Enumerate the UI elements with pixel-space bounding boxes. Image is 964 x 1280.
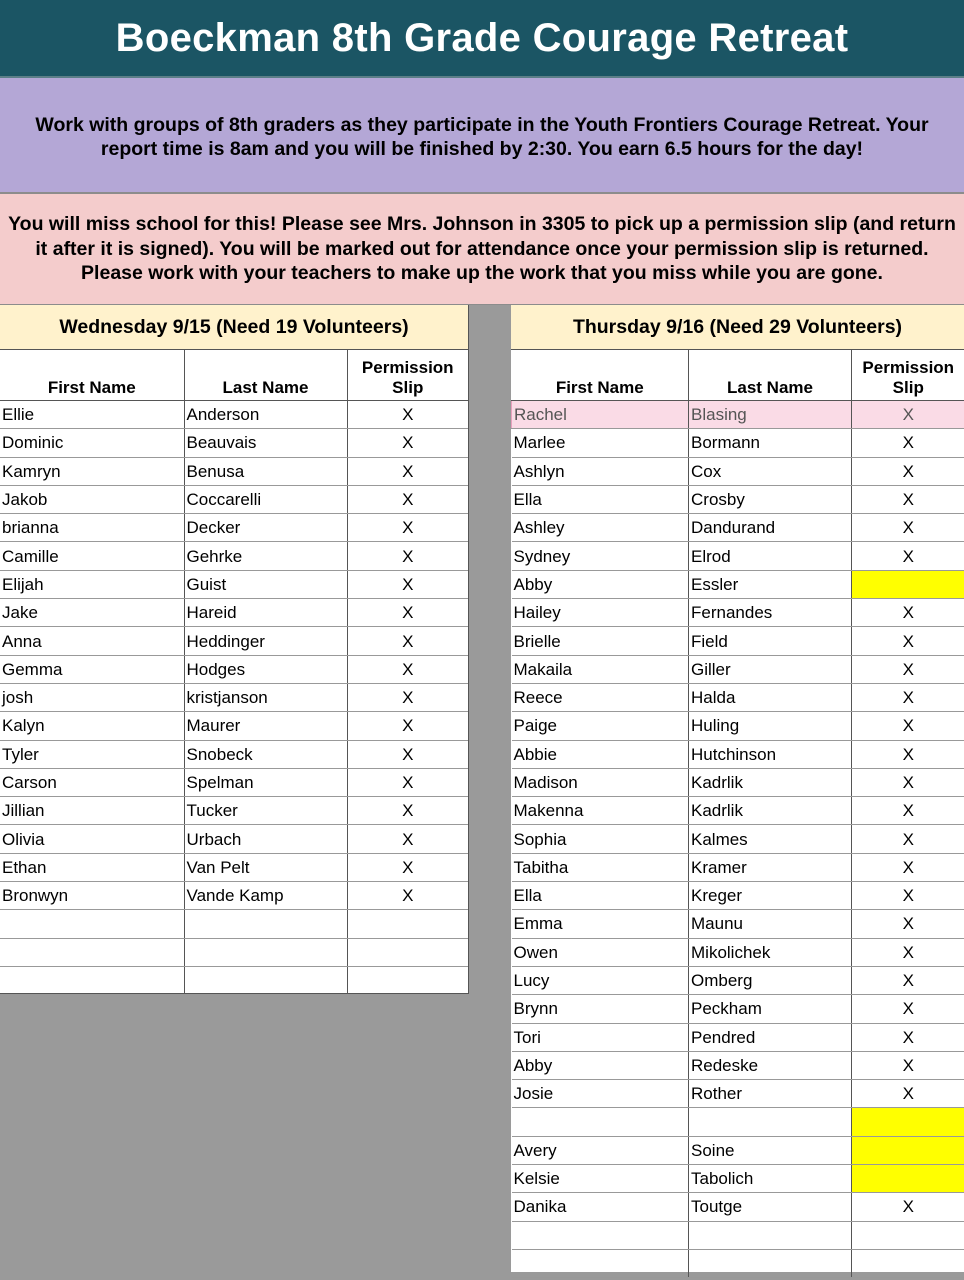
table-row[interactable] — [0, 401, 468, 429]
first-name-cell[interactable]: Kamryn — [0, 457, 184, 485]
permission-slip-cell[interactable]: X — [347, 683, 468, 711]
table-row[interactable] — [512, 995, 964, 1023]
permission-slip-cell[interactable]: X — [347, 429, 468, 457]
table-row[interactable] — [512, 938, 964, 966]
table-row[interactable] — [512, 542, 964, 570]
last-name-cell[interactable] — [184, 966, 347, 994]
table-row[interactable] — [512, 740, 964, 768]
permission-slip-cell[interactable] — [852, 1249, 964, 1277]
permission-slip-header[interactable]: Permission Slip — [347, 350, 468, 401]
permission-slip-cell[interactable]: X — [347, 401, 468, 429]
last-name-cell[interactable]: Essler — [689, 570, 852, 598]
table-row[interactable] — [512, 882, 964, 910]
first-name-cell[interactable] — [0, 910, 184, 938]
last-name-cell[interactable]: Cox — [689, 457, 852, 485]
last-name-cell[interactable]: Kramer — [689, 853, 852, 881]
wednesday-column-headers — [0, 350, 468, 401]
last-name-cell[interactable]: Spelman — [184, 768, 347, 796]
last-name-cell[interactable]: Fernandes — [689, 599, 852, 627]
last-name-cell[interactable]: Mikolichek — [689, 938, 852, 966]
permission-slip-cell[interactable]: X — [347, 797, 468, 825]
first-name-cell[interactable]: Ashley — [512, 514, 689, 542]
first-name-header[interactable]: First Name — [512, 350, 689, 401]
table-row[interactable] — [512, 1165, 964, 1193]
table-row[interactable] — [512, 1136, 964, 1164]
permission-slip-cell[interactable]: X — [852, 768, 964, 796]
first-name-cell[interactable]: Reece — [512, 683, 689, 711]
last-name-cell[interactable]: Beauvais — [184, 429, 347, 457]
first-name-cell[interactable]: josh — [0, 683, 184, 711]
warning-banner — [0, 194, 964, 305]
last-name-cell[interactable]: Kadrlik — [689, 797, 852, 825]
last-name-cell[interactable]: Van Pelt — [184, 853, 347, 881]
permission-slip-cell[interactable] — [852, 1136, 964, 1164]
permission-slip-cell[interactable]: X — [852, 825, 964, 853]
permission-slip-cell[interactable] — [347, 966, 468, 994]
last-name-cell[interactable]: Heddinger — [184, 627, 347, 655]
thursday-panel — [511, 305, 964, 1272]
thursday-column-headers — [512, 350, 964, 401]
first-name-cell[interactable]: Lucy — [512, 966, 689, 994]
first-name-cell[interactable]: Tabitha — [512, 853, 689, 881]
first-name-cell[interactable]: Ella — [512, 485, 689, 513]
last-name-cell[interactable]: kristjanson — [184, 683, 347, 711]
table-row[interactable] — [512, 429, 964, 457]
table-row[interactable] — [512, 853, 964, 881]
warning-text: You will miss school for this! Please see Mrs. Johnson in 3305 to pick up a permission slip (and return it after it is signed). You will be marked out for attendance once your permission slip is returned. Please work with your teachers to make up the work that you miss while you are gone. — [8, 213, 956, 285]
first-name-cell[interactable]: Gemma — [0, 655, 184, 683]
first-name-header[interactable]: First Name — [0, 350, 184, 401]
permission-slip-cell[interactable]: X — [852, 797, 964, 825]
last-name-cell[interactable]: Bormann — [689, 429, 852, 457]
table-row[interactable] — [0, 683, 468, 711]
first-name-cell[interactable]: Madison — [512, 768, 689, 796]
table-row[interactable] — [512, 1249, 964, 1277]
permission-slip-cell[interactable]: X — [852, 627, 964, 655]
table-row[interactable] — [0, 740, 468, 768]
first-name-cell[interactable]: Marlee — [512, 429, 689, 457]
permission-slip-cell[interactable]: X — [347, 853, 468, 881]
last-name-cell[interactable]: Giller — [689, 655, 852, 683]
permission-slip-cell[interactable]: X — [852, 485, 964, 513]
permission-slip-cell[interactable]: X — [347, 570, 468, 598]
first-name-cell[interactable]: Owen — [512, 938, 689, 966]
last-name-cell[interactable]: Vande Kamp — [184, 882, 347, 910]
permission-slip-cell[interactable]: X — [852, 514, 964, 542]
permission-slip-cell[interactable]: X — [852, 882, 964, 910]
first-name-cell[interactable]: brianna — [0, 514, 184, 542]
wednesday-header: Wednesday 9/15 (Need 19 Volunteers) — [0, 305, 468, 350]
table-row[interactable] — [512, 768, 964, 796]
permission-slip-cell[interactable]: X — [852, 910, 964, 938]
last-name-cell[interactable]: Blasing — [689, 401, 852, 429]
last-name-cell[interactable]: Maurer — [184, 712, 347, 740]
last-name-header[interactable]: Last Name — [689, 350, 852, 401]
last-name-cell[interactable]: Guist — [184, 570, 347, 598]
first-name-cell[interactable]: Jakob — [0, 485, 184, 513]
first-name-cell[interactable]: Anna — [0, 627, 184, 655]
permission-slip-cell[interactable]: X — [852, 712, 964, 740]
last-name-cell[interactable]: Peckham — [689, 995, 852, 1023]
last-name-cell[interactable] — [689, 1221, 852, 1249]
last-name-cell[interactable] — [689, 1249, 852, 1277]
first-name-cell[interactable] — [512, 1249, 689, 1277]
last-name-cell[interactable]: Dandurand — [689, 514, 852, 542]
first-name-cell[interactable]: Bronwyn — [0, 882, 184, 910]
permission-slip-cell[interactable]: X — [347, 740, 468, 768]
last-name-cell[interactable]: Redeske — [689, 1051, 852, 1079]
last-name-cell[interactable]: Urbach — [184, 825, 347, 853]
first-name-cell[interactable] — [512, 1221, 689, 1249]
permission-slip-cell[interactable] — [852, 1221, 964, 1249]
first-name-cell[interactable]: Ellie — [0, 401, 184, 429]
table-row[interactable] — [512, 485, 964, 513]
table-row[interactable] — [0, 825, 468, 853]
table-row[interactable] — [0, 570, 468, 598]
table-row[interactable] — [0, 514, 468, 542]
table-row[interactable] — [0, 797, 468, 825]
first-name-cell[interactable]: Avery — [512, 1136, 689, 1164]
table-row[interactable] — [0, 485, 468, 513]
permission-slip-cell[interactable]: X — [852, 1023, 964, 1051]
last-name-cell[interactable] — [184, 938, 347, 966]
permission-slip-cell[interactable]: X — [852, 655, 964, 683]
permission-slip-cell[interactable] — [852, 1108, 964, 1136]
first-name-cell[interactable]: Ashlyn — [512, 457, 689, 485]
permission-slip-cell[interactable]: X — [347, 655, 468, 683]
last-name-cell[interactable]: Gehrke — [184, 542, 347, 570]
last-name-cell[interactable]: Elrod — [689, 542, 852, 570]
last-name-cell[interactable]: Pendred — [689, 1023, 852, 1051]
first-name-cell[interactable]: Tori — [512, 1023, 689, 1051]
table-row[interactable] — [0, 853, 468, 881]
table-row[interactable] — [512, 627, 964, 655]
permission-slip-cell[interactable]: X — [347, 514, 468, 542]
table-row[interactable] — [0, 712, 468, 740]
wednesday-table — [0, 350, 468, 995]
last-name-cell[interactable]: Tabolich — [689, 1165, 852, 1193]
table-row[interactable] — [0, 429, 468, 457]
last-name-cell[interactable]: Crosby — [689, 485, 852, 513]
table-row[interactable] — [512, 712, 964, 740]
last-name-cell[interactable]: Hodges — [184, 655, 347, 683]
table-row[interactable] — [0, 938, 468, 966]
table-row[interactable] — [512, 457, 964, 485]
last-name-cell[interactable]: Snobeck — [184, 740, 347, 768]
table-row[interactable] — [512, 1221, 964, 1249]
permission-slip-cell[interactable]: X — [852, 401, 964, 429]
permission-slip-cell[interactable] — [347, 910, 468, 938]
first-name-cell[interactable] — [512, 1108, 689, 1136]
permission-slip-cell[interactable]: X — [852, 429, 964, 457]
last-name-cell[interactable]: Kadrlik — [689, 768, 852, 796]
first-name-cell[interactable]: Jillian — [0, 797, 184, 825]
table-row[interactable] — [512, 1193, 964, 1221]
permission-slip-cell[interactable] — [852, 1165, 964, 1193]
page-title: Boeckman 8th Grade Courage Retreat — [0, 0, 964, 78]
thursday-table — [511, 350, 964, 1278]
first-name-cell[interactable]: Rachel — [512, 401, 689, 429]
first-name-cell[interactable]: Kelsie — [512, 1165, 689, 1193]
first-name-cell[interactable]: Kalyn — [0, 712, 184, 740]
permission-slip-cell[interactable]: X — [347, 712, 468, 740]
last-name-cell[interactable]: Benusa — [184, 457, 347, 485]
first-name-cell[interactable]: Jake — [0, 599, 184, 627]
table-row[interactable] — [0, 655, 468, 683]
permission-slip-cell[interactable]: X — [347, 485, 468, 513]
last-name-cell[interactable]: Hutchinson — [689, 740, 852, 768]
table-row[interactable] — [512, 1051, 964, 1079]
table-row[interactable] — [512, 514, 964, 542]
first-name-cell[interactable]: Makaila — [512, 655, 689, 683]
last-name-cell[interactable]: Soine — [689, 1136, 852, 1164]
first-name-cell[interactable] — [0, 966, 184, 994]
permission-slip-cell[interactable]: X — [852, 1051, 964, 1079]
last-name-cell[interactable] — [184, 910, 347, 938]
permission-slip-cell[interactable] — [347, 938, 468, 966]
first-name-cell[interactable]: Camille — [0, 542, 184, 570]
info-text: Work with groups of 8th graders as they participate in the Youth Frontiers Courage Retreat. Your report time is 8am and you will be finished by 2:30. You earn 6.5 hours for the day! — [35, 114, 929, 160]
last-name-cell[interactable]: Field — [689, 627, 852, 655]
last-name-cell[interactable]: Hareid — [184, 599, 347, 627]
permission-slip-cell[interactable]: X — [852, 457, 964, 485]
first-name-cell[interactable]: Paige — [512, 712, 689, 740]
permission-slip-cell[interactable]: X — [852, 542, 964, 570]
table-row[interactable] — [0, 882, 468, 910]
table-row[interactable] — [512, 797, 964, 825]
first-name-cell[interactable]: Brynn — [512, 995, 689, 1023]
last-name-cell[interactable]: Coccarelli — [184, 485, 347, 513]
last-name-cell[interactable]: Huling — [689, 712, 852, 740]
first-name-cell[interactable]: Elijah — [0, 570, 184, 598]
permission-slip-header[interactable]: Permission Slip — [852, 350, 964, 401]
first-name-cell[interactable]: Danika — [512, 1193, 689, 1221]
last-name-cell[interactable]: Toutge — [689, 1193, 852, 1221]
permission-slip-cell[interactable]: X — [347, 457, 468, 485]
first-name-cell[interactable]: Hailey — [512, 599, 689, 627]
permission-slip-cell[interactable]: X — [852, 938, 964, 966]
first-name-cell[interactable]: Abbie — [512, 740, 689, 768]
first-name-cell[interactable]: Makenna — [512, 797, 689, 825]
table-row[interactable] — [512, 570, 964, 598]
permission-slip-cell[interactable]: X — [852, 966, 964, 994]
first-name-cell[interactable]: Olivia — [0, 825, 184, 853]
table-row[interactable] — [0, 910, 468, 938]
last-name-cell[interactable]: Tucker — [184, 797, 347, 825]
info-banner — [0, 78, 964, 194]
table-row[interactable] — [512, 1108, 964, 1136]
first-name-cell[interactable]: Abby — [512, 570, 689, 598]
permission-slip-cell[interactable]: X — [852, 995, 964, 1023]
table-row[interactable] — [512, 966, 964, 994]
first-name-cell[interactable]: Tyler — [0, 740, 184, 768]
first-name-cell[interactable]: Carson — [0, 768, 184, 796]
table-row[interactable] — [0, 542, 468, 570]
permission-slip-cell[interactable]: X — [852, 1080, 964, 1108]
wednesday-panel — [0, 305, 469, 994]
table-row[interactable] — [512, 910, 964, 938]
last-name-cell[interactable]: Kreger — [689, 882, 852, 910]
permission-slip-cell[interactable]: X — [347, 627, 468, 655]
first-name-cell[interactable]: Brielle — [512, 627, 689, 655]
permission-slip-cell[interactable]: X — [852, 853, 964, 881]
permission-slip-cell[interactable]: X — [347, 882, 468, 910]
first-name-cell[interactable]: Josie — [512, 1080, 689, 1108]
table-row[interactable] — [0, 966, 468, 994]
first-name-cell[interactable]: Ella — [512, 882, 689, 910]
table-row[interactable] — [512, 1080, 964, 1108]
table-row[interactable] — [512, 655, 964, 683]
first-name-cell[interactable]: Sydney — [512, 542, 689, 570]
table-row[interactable] — [0, 599, 468, 627]
table-row[interactable] — [0, 627, 468, 655]
last-name-cell[interactable]: Decker — [184, 514, 347, 542]
last-name-cell[interactable]: Maunu — [689, 910, 852, 938]
table-row[interactable] — [512, 599, 964, 627]
permission-slip-cell[interactable]: X — [852, 1193, 964, 1221]
last-name-header[interactable]: Last Name — [184, 350, 347, 401]
permission-slip-cell[interactable]: X — [347, 768, 468, 796]
permission-slip-cell[interactable]: X — [347, 825, 468, 853]
last-name-cell[interactable]: Omberg — [689, 966, 852, 994]
last-name-cell[interactable] — [689, 1108, 852, 1136]
first-name-cell[interactable]: Dominic — [0, 429, 184, 457]
thursday-header: Thursday 9/16 (Need 29 Volunteers) — [511, 305, 964, 350]
permission-slip-cell[interactable]: X — [347, 599, 468, 627]
table-row[interactable] — [0, 768, 468, 796]
permission-slip-cell[interactable]: X — [347, 542, 468, 570]
permission-slip-cell[interactable] — [852, 570, 964, 598]
last-name-cell[interactable]: Rother — [689, 1080, 852, 1108]
table-row[interactable] — [512, 825, 964, 853]
first-name-cell[interactable]: Ethan — [0, 853, 184, 881]
first-name-cell[interactable]: Sophia — [512, 825, 689, 853]
first-name-cell[interactable]: Emma — [512, 910, 689, 938]
table-row[interactable] — [0, 457, 468, 485]
first-name-cell[interactable]: Abby — [512, 1051, 689, 1079]
table-row[interactable] — [512, 683, 964, 711]
table-row[interactable] — [512, 401, 964, 429]
permission-slip-cell[interactable]: X — [852, 599, 964, 627]
last-name-cell[interactable]: Kalmes — [689, 825, 852, 853]
first-name-cell[interactable] — [0, 938, 184, 966]
permission-slip-cell[interactable]: X — [852, 740, 964, 768]
table-row[interactable] — [512, 1023, 964, 1051]
last-name-cell[interactable]: Halda — [689, 683, 852, 711]
permission-slip-cell[interactable]: X — [852, 683, 964, 711]
last-name-cell[interactable]: Anderson — [184, 401, 347, 429]
